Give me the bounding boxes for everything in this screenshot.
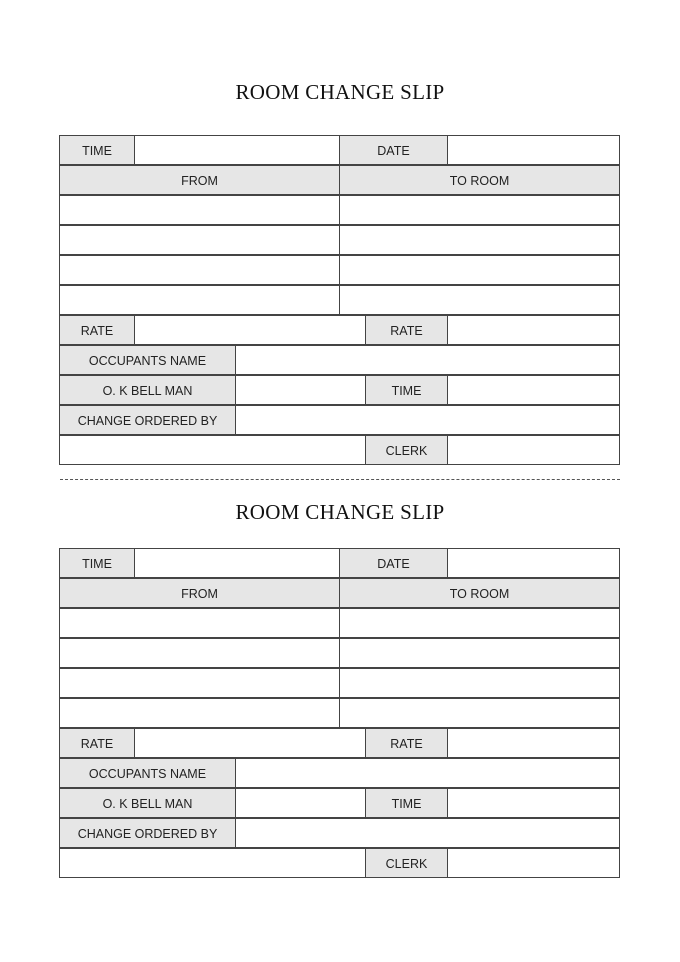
to-room-label: TO ROOM <box>339 578 620 608</box>
to-room-field[interactable] <box>339 255 620 285</box>
rate-row <box>60 728 620 758</box>
slip-title: ROOM CHANGE SLIP <box>235 500 445 524</box>
from-field[interactable] <box>59 698 340 728</box>
to-room-field[interactable] <box>339 225 620 255</box>
rate-field-right[interactable] <box>447 315 620 345</box>
notes-field[interactable] <box>59 848 366 878</box>
date-field[interactable] <box>447 548 620 578</box>
ok-bell-man-field[interactable] <box>235 375 366 405</box>
from-to-header-row <box>60 578 620 608</box>
time2-field[interactable] <box>447 788 620 818</box>
clerk-field[interactable] <box>447 435 620 465</box>
rate-field-right[interactable] <box>447 728 620 758</box>
from-field[interactable] <box>59 608 340 638</box>
bell-man-row <box>60 375 620 405</box>
ok-bell-man-field[interactable] <box>235 788 366 818</box>
clerk-label: CLERK <box>365 848 448 878</box>
rate-label-left: RATE <box>59 315 135 345</box>
from-field[interactable] <box>59 638 340 668</box>
slip-title: ROOM CHANGE SLIP <box>235 80 445 104</box>
rate-label-right: RATE <box>365 315 448 345</box>
clerk-field[interactable] <box>447 848 620 878</box>
occupants-name-field[interactable] <box>235 345 620 375</box>
bell-man-row <box>60 788 620 818</box>
occupants-name-label: OCCUPANTS NAME <box>59 345 236 375</box>
time2-field[interactable] <box>447 375 620 405</box>
from-field[interactable] <box>59 668 340 698</box>
entry-row <box>60 225 620 255</box>
entry-row <box>60 255 620 285</box>
change-ordered-by-field[interactable] <box>235 818 620 848</box>
occupants-row <box>60 345 620 375</box>
clerk-label: CLERK <box>365 435 448 465</box>
from-field[interactable] <box>59 225 340 255</box>
time-date-row <box>60 135 620 165</box>
clerk-row <box>60 848 620 878</box>
change-ordered-by-field[interactable] <box>235 405 620 435</box>
ok-bell-man-label: O. K BELL MAN <box>59 788 236 818</box>
rate-row <box>60 315 620 345</box>
change-ordered-row <box>60 405 620 435</box>
from-label: FROM <box>59 578 340 608</box>
to-room-field[interactable] <box>339 698 620 728</box>
time-field[interactable] <box>134 135 340 165</box>
to-room-label: TO ROOM <box>339 165 620 195</box>
notes-field[interactable] <box>59 435 366 465</box>
from-field[interactable] <box>59 195 340 225</box>
from-field[interactable] <box>59 255 340 285</box>
time-date-row <box>60 548 620 578</box>
entry-row <box>60 608 620 638</box>
rate-field-left[interactable] <box>134 315 366 345</box>
entry-row <box>60 285 620 315</box>
occupants-row <box>60 758 620 788</box>
change-ordered-by-label: CHANGE ORDERED BY <box>59 405 236 435</box>
rate-label-left: RATE <box>59 728 135 758</box>
to-room-field[interactable] <box>339 668 620 698</box>
rate-label-right: RATE <box>365 728 448 758</box>
from-to-header-row <box>60 165 620 195</box>
from-field[interactable] <box>59 285 340 315</box>
cut-line-divider <box>60 479 620 480</box>
entry-row <box>60 195 620 225</box>
occupants-name-field[interactable] <box>235 758 620 788</box>
entry-row <box>60 698 620 728</box>
change-ordered-row <box>60 818 620 848</box>
time-label: TIME <box>59 135 135 165</box>
time-label: TIME <box>59 548 135 578</box>
rate-field-left[interactable] <box>134 728 366 758</box>
occupants-name-label: OCCUPANTS NAME <box>59 758 236 788</box>
time2-label: TIME <box>365 375 448 405</box>
to-room-field[interactable] <box>339 285 620 315</box>
from-label: FROM <box>59 165 340 195</box>
entry-row <box>60 668 620 698</box>
to-room-field[interactable] <box>339 638 620 668</box>
change-ordered-by-label: CHANGE ORDERED BY <box>59 818 236 848</box>
time-field[interactable] <box>134 548 340 578</box>
to-room-field[interactable] <box>339 608 620 638</box>
to-room-field[interactable] <box>339 195 620 225</box>
clerk-row <box>60 435 620 465</box>
date-field[interactable] <box>447 135 620 165</box>
date-label: DATE <box>339 135 448 165</box>
date-label: DATE <box>339 548 448 578</box>
entry-row <box>60 638 620 668</box>
time2-label: TIME <box>365 788 448 818</box>
ok-bell-man-label: O. K BELL MAN <box>59 375 236 405</box>
